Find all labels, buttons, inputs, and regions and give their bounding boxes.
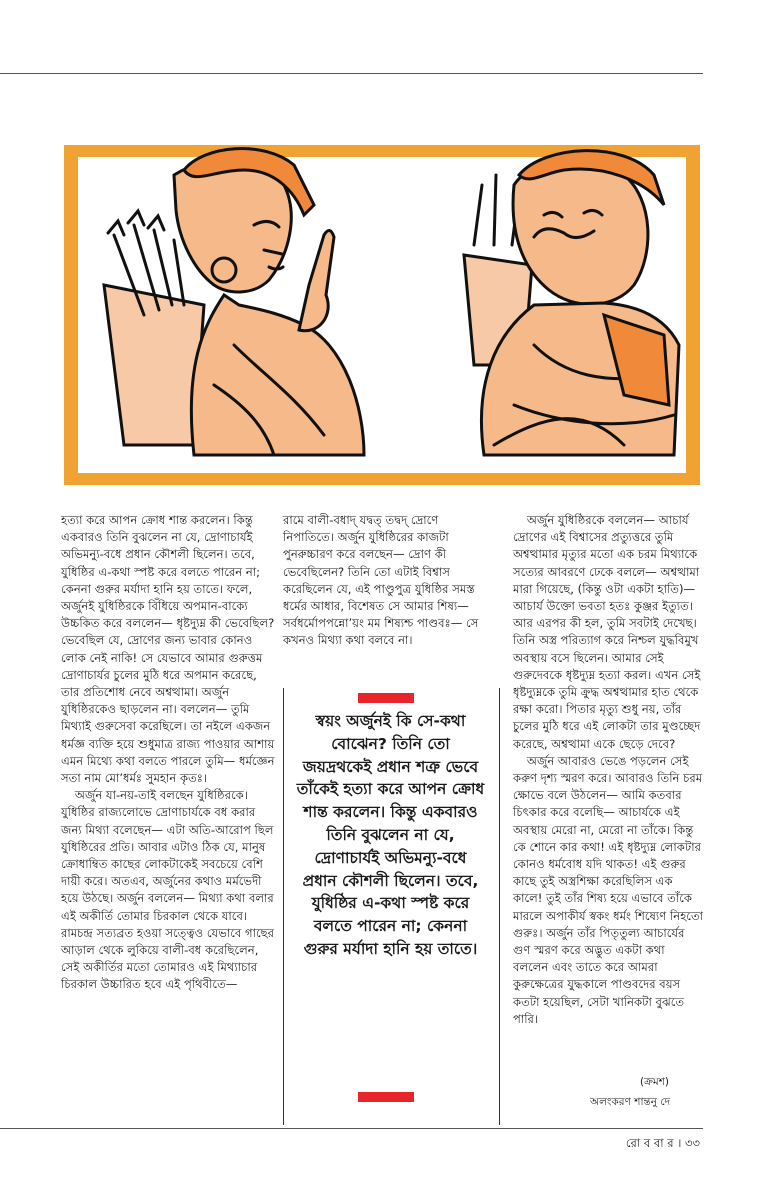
paragraph: রামে বালী-বধাদ্‌ যদ্বত্‌ তদ্বদ্‌ দ্রোণে নিপাতিতে। অর্জুন যুধিষ্ঠিরের কাজটা পুনরুচ্চারণ করে বলছেন— দ্রোণ কী ভেবেছিলেন? তিনি তো এটাই বিশ্বাস করেছিলেন যে, এই পাণ্ডুপুত্র যুধিষ্ঠির সমস্ত ধর্মের আধার, বিশেষত সে আমার শিষ্য— সর্বধর্মোপপন্নো’য়ং মম শিষ্যশ্চ পাণ্ডবঃ— সে কখনও মিথ্যা কথা বলবে না। xyxy=(283,513,479,648)
paragraph: হত্যা করে আপন ক্রোধ শান্ত করলেন। কিন্তু একবারও তিনি বুঝলেন না যে, দ্রোণাচার্যই অভিমন্যু-বধে প্রধান কৌশলী ছিলেন। তবে, যুধিষ্ঠির এ-কথা স্পষ্ট করে বলতে পারেন না; কেননা গুরুর মর্যাদা হানি হয় তাতে। ফলে, অর্জুনই যুধিষ্ঠিরকে বিঁধিয়ে অপমান-বাক্যে উচ্চকিত করে বললেন— ধৃষ্টদ্যুম্ন কী ভেবেছিল? ভেবেছিল যে, দ্রোণের জন্য ভাবার কোনও লোক নেই নাকি! সে যেভাবে আমার গুরুত্তম দ্রোণাচার্যর চুলের মুঠি ধরে অপমান করেছে, তার প্রতিশোধ নেবে অশ্বত্থামা। অর্জুন যুধিষ্ঠিরকেও ছাড়লেন না। বললেন— তুমি মিথ্যাই গুরুসেবা করেছিলে। তা নইলে একজন ধর্মজ্ঞ ব্যক্তি হয়ে শুধুমাত্র রাজ্য পাওয়ার আশায় এমন মিথ্যে কথা বলতে পারলে তুমি— ধর্মজ্ঞেন সতা নাম মো’ধর্মঃ সুমহান কৃতঃ। xyxy=(61,513,275,786)
pullquote-bar-bottom xyxy=(358,1092,414,1102)
pullquote-bar-top xyxy=(358,693,414,703)
paragraph: অর্জুন আবারও ভেঙে পড়লেন সেই করুণ দৃশ্য স্মরণ করে। আবারও তিনি চরম ক্ষোভে বলে উঠলেন— আমি কতবার চিৎকার করে বলেছি— আচার্যকে এই অবস্থায় মেরো না, মেরো না তাঁকে। কিন্তু কে শোনে কার কথা! এই ধৃষ্টদ্যুম্ন লোকটার কোনও ধর্মবোধ যদি থাকত! এই গুরুর কাছে তুই অস্ত্রশিক্ষা করেছিলিস এক কালে! তুই তাঁর শিষ্য হয়ে এভাবে তাঁকে মারলে অপাকীর্য স্বকং ধর্মং শিষ্যেণ নিহতো গুরুঃ। অর্জুন তাঁর পিতৃতুল্য আচার্যের গুণ স্মরণ করে অদ্ভুত একটা কথা বললেন এবং তাতে করে আমরা কুরুক্ষেত্রের যুদ্ধকালে পাণ্ডবদের বয়স কতটা হয়েছিল, সেটা খানিকটা বুঝতে পারি। xyxy=(513,753,704,1026)
text-column-2 xyxy=(283,512,488,650)
pullquote: স্বয়ং অর্জুনই কি সে-কথা বোঝেন? তিনি তো জয়দ্রথকেই প্রধান শত্রু ভেবে তাঁকেই হত্যা করে আপন ক্রোধ শান্ত করলেন। কিন্তু একবারও তিনি বুঝলেন না যে, দ্রোণাচার্যই অভিমন্যু-বধে প্রধান কৌশলী ছিলেন। তবে, যুধিষ্ঠির এ-কথা স্পষ্ট করে বলতে পারেন না; কেননা গুরুর মর্যাদা হানি হয় তাতে। xyxy=(296,712,485,958)
page-footer: রো ব বা র । ৩৩ xyxy=(625,1136,700,1150)
illustration-drawing xyxy=(64,145,700,485)
top-rule xyxy=(0,73,703,74)
text-column-1 xyxy=(61,512,276,994)
paragraph: অর্জুন যুধিষ্ঠিরকে বললেন— আচার্য দ্রোণের এই বিশ্বাসের প্রত্যুত্তরে তুমি অশ্বত্থামার মৃত্যুর মতো এক চরম মিথ্যাকে সত্যের আবরণে ঢেকে বললে— অশ্বত্থামা মারা গিয়েছে, (কিন্তু ওটা একটা হাতি)— আচার্য উক্তো ভবতা হতঃ কুঞ্জর ইত্যুত। আর এরপর কী হল, তুমি সবটাই দেখেছ। তিনি অস্ত্র পরিত্যাগ করে নিশ্চল যুদ্ধবিমুখ অবস্থায় বসে ছিলেন। আমার সেই গুরুদেবকে ধৃষ্টদ্যুম্ন হত্যা করল। এখন সেই ধৃষ্টদ্যুম্নকে তুমি ক্রুদ্ধ অশ্বত্থামার হাত থেকে রক্ষা করো। পিতার মৃত্যু শুধু নয়, তাঁর চুলের মুঠি ধরে এই লোকটা তার মুণ্ডচ্ছেদ করেছে, অশ্বত্থামা একে ছেড়ে দেবে? xyxy=(513,513,701,751)
illustration-credit: অলংকরণ শান্তনু দে xyxy=(590,1096,671,1108)
text-column-3 xyxy=(513,512,703,1028)
continued-label: (ক্রমশ) xyxy=(640,1076,670,1088)
paragraph: অর্জুন যা-নয়-তাই বলছেন যুধিষ্ঠিরকে। যুধিষ্ঠির রাজ্যলোভে দ্রোণাচার্যকে বধ করার জন্য মিথ্যা বলেছেন— এটা অতি-আরোপ ছিল যুধিষ্ঠিরের প্রতি। আবার এটাও ঠিক যে, মানুষ ক্রোধাম্বিত কাছের লোকটাকেই সবচেয়ে বেশি দায়ী করে। অতএব, অর্জুনের কথাও মর্মভেদী হয়ে উঠছে। অর্জুন বললেন— মিথ্যা কথা বলার এই অকীর্তি তোমার চিরকাল থেকে যাবে। রামচন্দ্র সত্যব্রত হওয়া সত্ত্বেও যেভাবে গাছের আড়াল থেকে লুকিয়ে বালী-বধ করেছিলেন, সেই অকীর্তির মতো তোমারও এই মিথ্যাচার চিরকাল উচ্চারিত হবে এই পৃথিবীতে— xyxy=(61,788,275,992)
illustration xyxy=(64,145,700,485)
bottom-rule xyxy=(0,1128,703,1129)
